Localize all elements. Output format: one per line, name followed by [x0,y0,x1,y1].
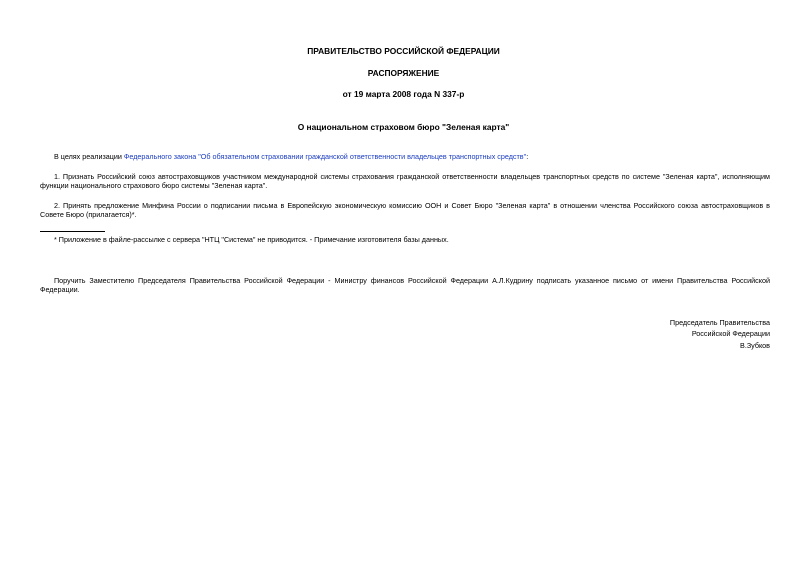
item-1-paragraph: 1. Признать Российский союз автостраховщиков участником международной системы страхования гражданской ответственности владельцев транспортных средств по системе "Зеленая карта", исполняющим функции национального страхового бюро системы "Зеленая карта". [40,172,770,191]
federal-law-link[interactable]: Федерального закона "Об обязательном страховании гражданской ответственности владельцев транспортных средств" [123,152,527,161]
government-heading: ПРАВИТЕЛЬСТВО РОССИЙСКОЙ ФЕДЕРАЦИИ [307,46,500,56]
signature-block [570,318,770,350]
signature-position-line1: Председатель Правительства [669,318,770,327]
intro-paragraph [40,152,770,161]
signature-name: В.Зубков [740,340,770,350]
intro-suffix: : [526,152,529,161]
signature-position-line2: Российской Федерации [691,329,770,339]
intro-prefix: В целях реализации [54,152,124,161]
footnote-text: * Приложение в файле-рассылке с сервера "НТЦ "Система" не приводится. - Примечание изготовителя базы данных. [54,235,449,244]
document-title: О национальном страховом бюро "Зеленая карта" [297,122,510,132]
item-3-paragraph: Поручить Заместителю Председателя Правительства Российской Федерации - Министру финансов Российской Федерации А.Л.Кудрину подписать указанное письмо от имени Правительства Российской Федерации. [40,276,770,295]
footnote-divider [40,231,105,232]
item-2-paragraph: 2. Принять предложение Минфина России о подписании письма в Европейскую экономическую комиссию ООН и Совет Бюро "Зеленая карта" в отношении членства Российского союза автостраховщиков в Совете Бюро (прилагается)*. [40,201,770,220]
date-number-line: от 19 марта 2008 года N 337-р [342,89,465,99]
document-type-heading: РАСПОРЯЖЕНИЕ [367,68,440,78]
